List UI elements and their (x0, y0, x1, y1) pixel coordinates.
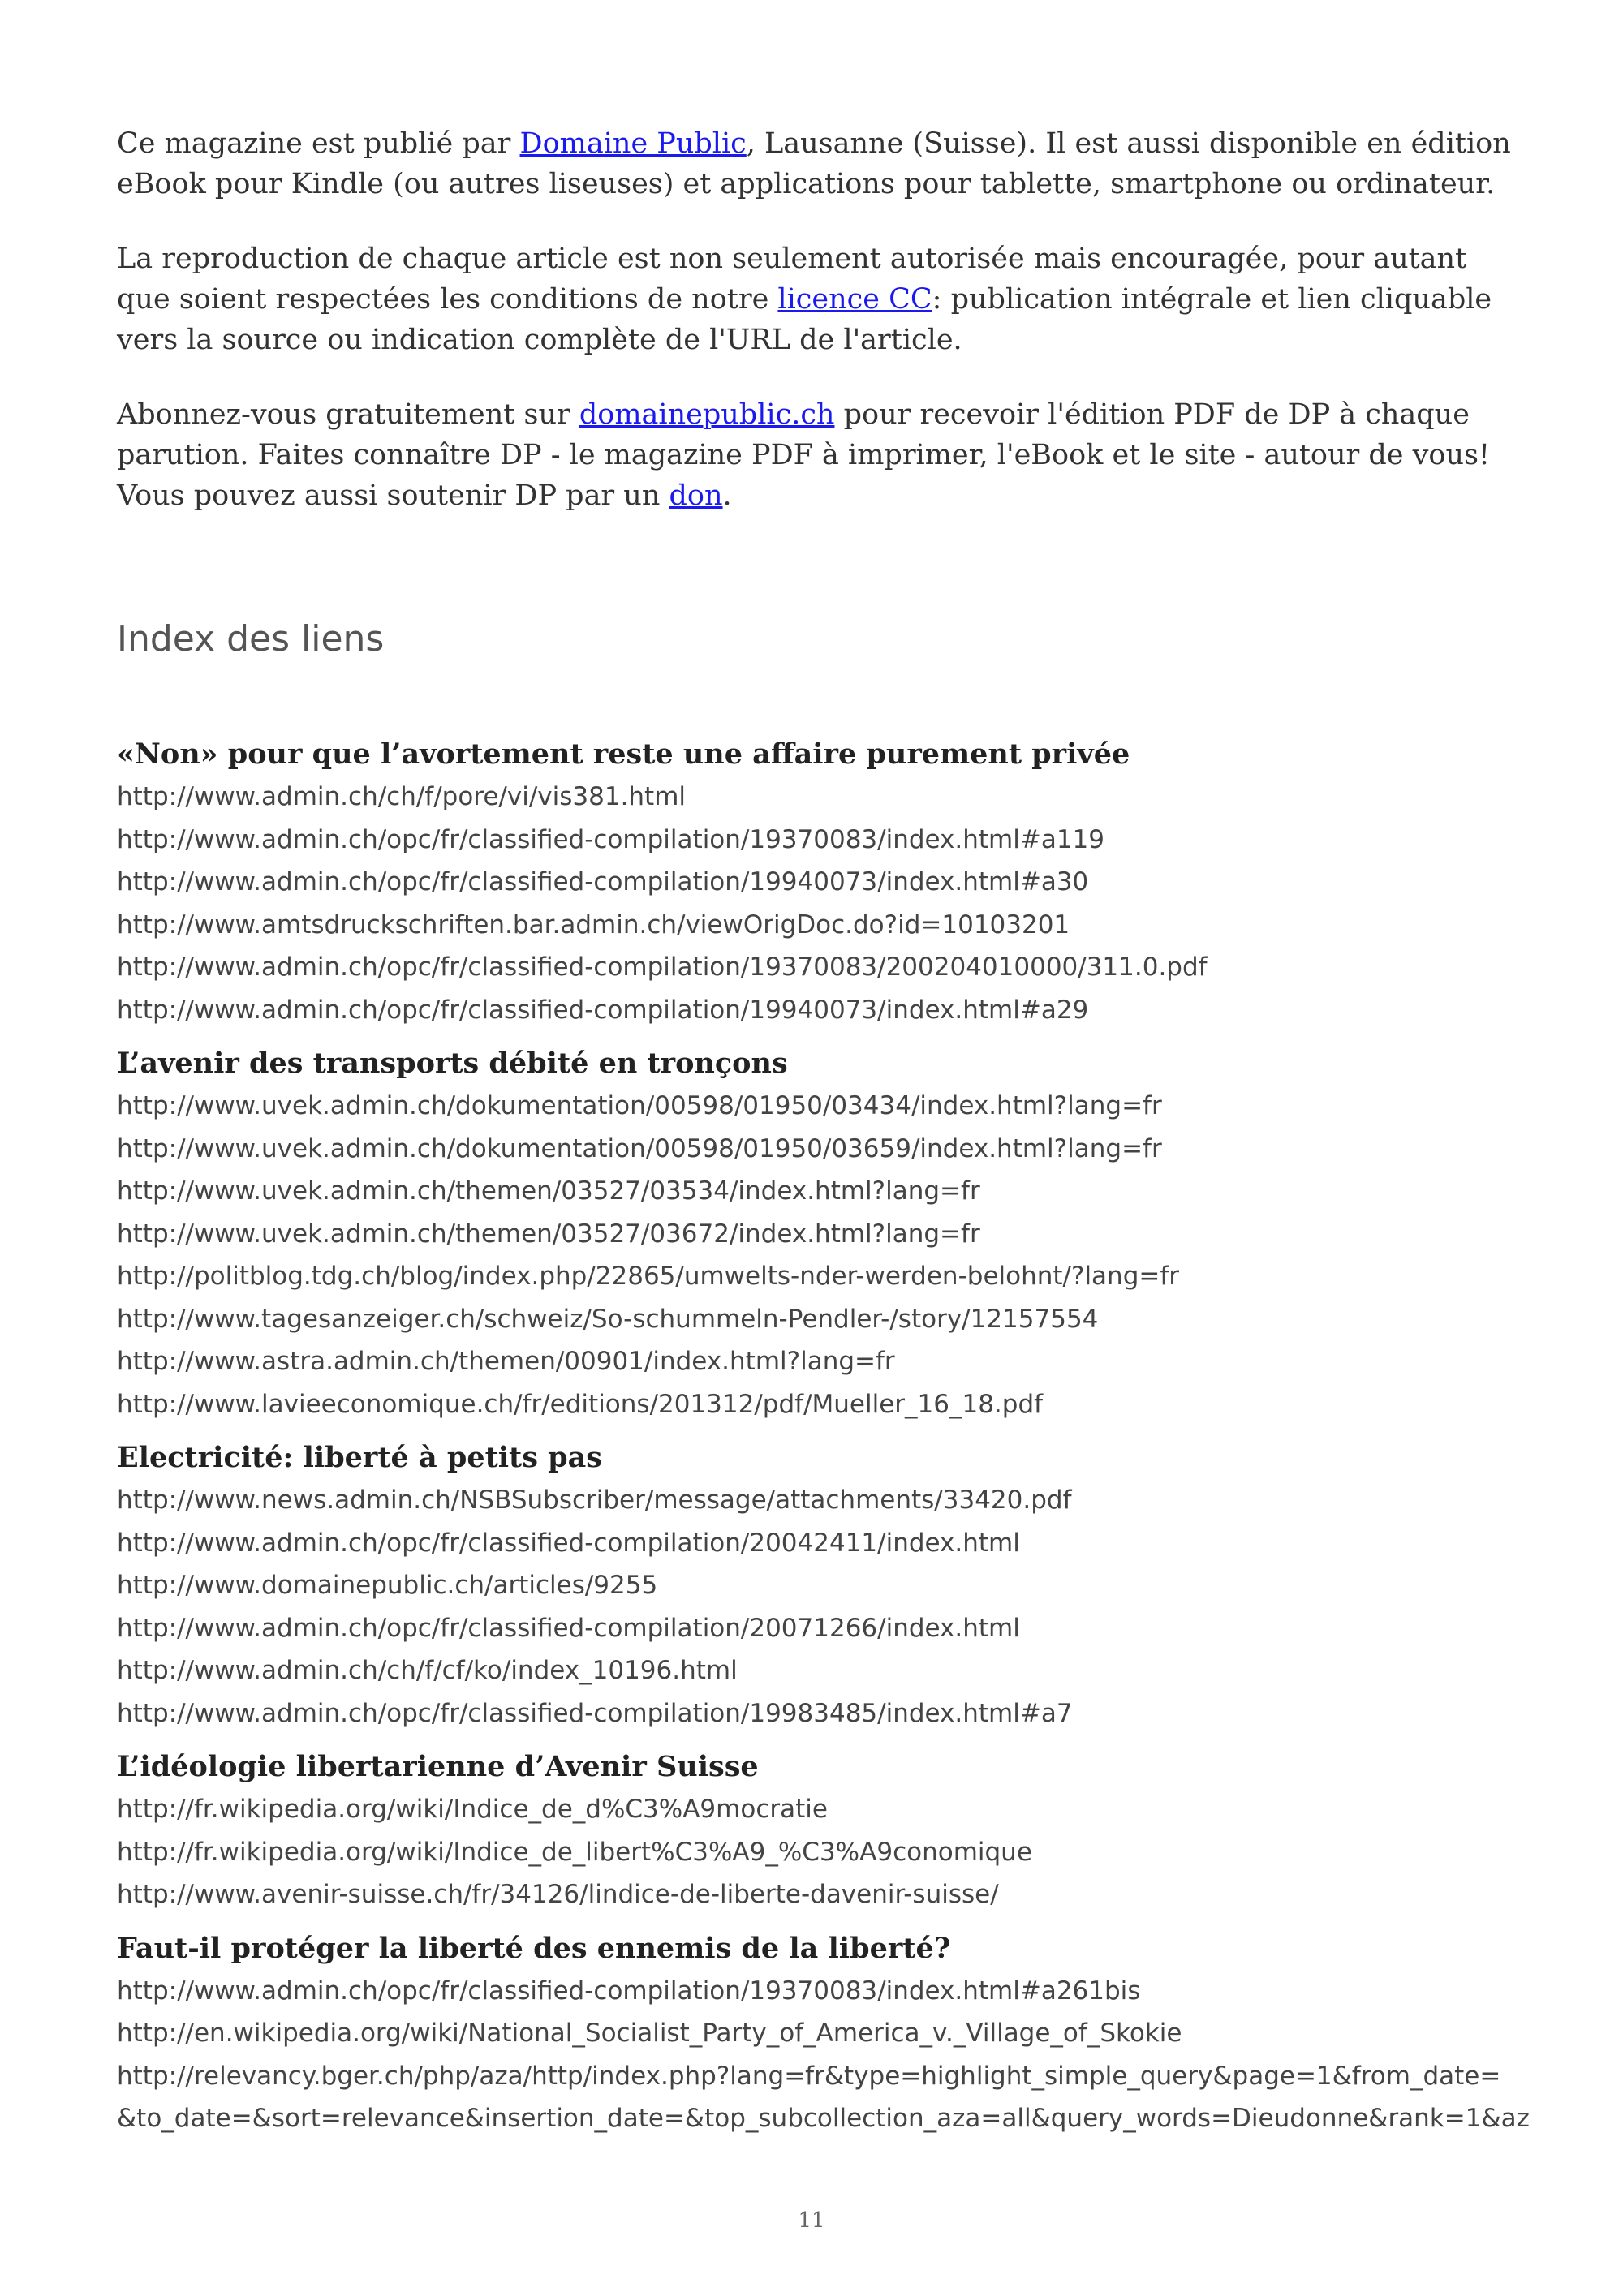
intro-paragraph-publisher (117, 123, 1513, 204)
url-link[interactable]: http://www.uvek.admin.ch/themen/03527/03672/index.html?lang=fr (117, 1219, 980, 1249)
section-title: «Non» pour que l’avortement reste une affaire purement privée (117, 737, 1130, 771)
intro-text: pour recevoir l'édition PDF de DP à chaque parution. Faites connaître DP - le magazine PDF à imprimer, l'eBook et le site - autour de vous! Vous pouvez aussi soutenir DP par un (117, 398, 1491, 512)
url-link[interactable]: http://www.tagesanzeiger.ch/schweiz/So-schummeln-Pendler-/story/12157554 (117, 1304, 1099, 1334)
url-link[interactable]: http://fr.wikipedia.org/wiki/Indice_de_d%C3%A9mocratie (117, 1795, 828, 1824)
licence-cc-link[interactable]: licence CC (777, 283, 932, 316)
url-link[interactable]: http://www.admin.ch/opc/fr/classified-compilation/19370083/index.html#a119 (117, 824, 1105, 854)
link-index (117, 733, 1529, 2152)
section-title: L’avenir des transports débité en tronçons (117, 1047, 788, 1080)
link-section (117, 1928, 1529, 2140)
url-link[interactable]: http://www.admin.ch/opc/fr/classified-compilation/19370083/200204010000/311.0.pdf (117, 952, 1208, 982)
url-link[interactable]: http://www.lavieeconomique.ch/fr/editions/201312/pdf/Mueller_16_18.pdf (117, 1389, 1044, 1419)
url-link[interactable]: &to_date=&sort=relevance&insertion_date=&top_subcollection_aza=all&query_words=Dieudonne&rank=1&az (117, 2104, 1530, 2133)
url-link[interactable]: http://www.uvek.admin.ch/dokumentation/00598/01950/03434/index.html?lang=fr (117, 1091, 1162, 1120)
intro-paragraph-license (117, 239, 1513, 360)
intro-text: , Lausanne (Suisse). Il est aussi disponible en édition eBook pour Kindle (ou autres liseuses) et applications pour tablette, smartphone ou ordinateur. (117, 127, 1511, 200)
url-link[interactable]: http://www.admin.ch/opc/fr/classified-compilation/20042411/index.html (117, 1528, 1020, 1558)
url-link[interactable]: http://www.avenir-suisse.ch/fr/34126/lindice-de-liberte-davenir-suisse/ (117, 1880, 999, 1909)
intro-text: . (722, 479, 732, 512)
url-link[interactable]: http://www.admin.ch/ch/f/pore/vi/vis381.html (117, 782, 687, 811)
section-title: Faut-il protéger la liberté des ennemis de la liberté? (117, 1931, 951, 1965)
link-section (117, 1437, 1529, 1735)
index-title: Index des liens (117, 618, 385, 660)
url-link[interactable]: http://www.uvek.admin.ch/dokumentation/00598/01950/03659/index.html?lang=fr (117, 1133, 1162, 1163)
section-title: L’idéologie libertarienne d’Avenir Suisse (117, 1750, 759, 1783)
url-link[interactable]: http://www.news.admin.ch/NSBSubscriber/message/attachments/33420.pdf (117, 1486, 1072, 1515)
don-link[interactable]: don (669, 479, 723, 512)
url-link[interactable]: http://fr.wikipedia.org/wiki/Indice_de_libert%C3%A9_%C3%A9conomique (117, 1837, 1032, 1867)
url-link[interactable]: http://www.admin.ch/ch/f/cf/ko/index_10196.html (117, 1656, 738, 1685)
intro-text: : publication intégrale et lien cliquable vers la source ou indication complète de l'URL de l'article. (117, 283, 1492, 356)
url-link[interactable]: http://www.admin.ch/opc/fr/classified-compilation/19983485/index.html#a7 (117, 1698, 1073, 1728)
intro-text: Abonnez-vous gratuitement sur (117, 398, 579, 431)
intro-block (117, 123, 1513, 550)
url-link[interactable]: http://en.wikipedia.org/wiki/National_Socialist_Party_of_America_v._Village_of_Skokie (117, 2019, 1182, 2048)
url-link[interactable]: http://www.admin.ch/opc/fr/classified-compilation/19940073/index.html#a30 (117, 867, 1089, 896)
section-title: Electricité: liberté à petits pas (117, 1441, 602, 1474)
link-section (117, 1746, 1529, 1916)
url-link[interactable]: http://www.admin.ch/opc/fr/classified-compilation/20071266/index.html (117, 1613, 1020, 1643)
url-link[interactable]: http://relevancy.bger.ch/php/aza/http/index.php?lang=fr&type=highlight_simple_query&page=1&from_date= (117, 2061, 1501, 2091)
domaine-public-link[interactable]: Domaine Public (519, 127, 747, 160)
url-link[interactable]: http://www.amtsdruckschriften.bar.admin.ch/viewOrigDoc.do?id=10103201 (117, 909, 1070, 939)
url-link[interactable]: http://www.uvek.admin.ch/themen/03527/03534/index.html?lang=fr (117, 1176, 980, 1206)
url-link[interactable]: http://www.astra.admin.ch/themen/00901/index.html?lang=fr (117, 1347, 895, 1376)
intro-paragraph-subscribe (117, 394, 1513, 516)
url-link[interactable]: http://politblog.tdg.ch/blog/index.php/22865/umwelts-nder-werden-belohnt/?lang=fr (117, 1262, 1180, 1291)
url-link[interactable]: http://www.admin.ch/opc/fr/classified-compilation/19370083/index.html#a261bis (117, 1976, 1141, 2006)
link-section (117, 1043, 1529, 1425)
page-number: 11 (798, 2208, 825, 2233)
link-section (117, 733, 1529, 1031)
domainepublic-link[interactable]: domainepublic.ch (579, 398, 835, 431)
url-link[interactable]: http://www.admin.ch/opc/fr/classified-compilation/19940073/index.html#a29 (117, 995, 1089, 1025)
intro-text: Ce magazine est publié par (117, 127, 520, 160)
intro-text: La reproduction de chaque article est non seulement autorisée mais encouragée, pour autant que soient respectées les conditions de notre (117, 243, 1467, 316)
url-link[interactable]: http://www.domainepublic.ch/articles/9255 (117, 1571, 658, 1600)
